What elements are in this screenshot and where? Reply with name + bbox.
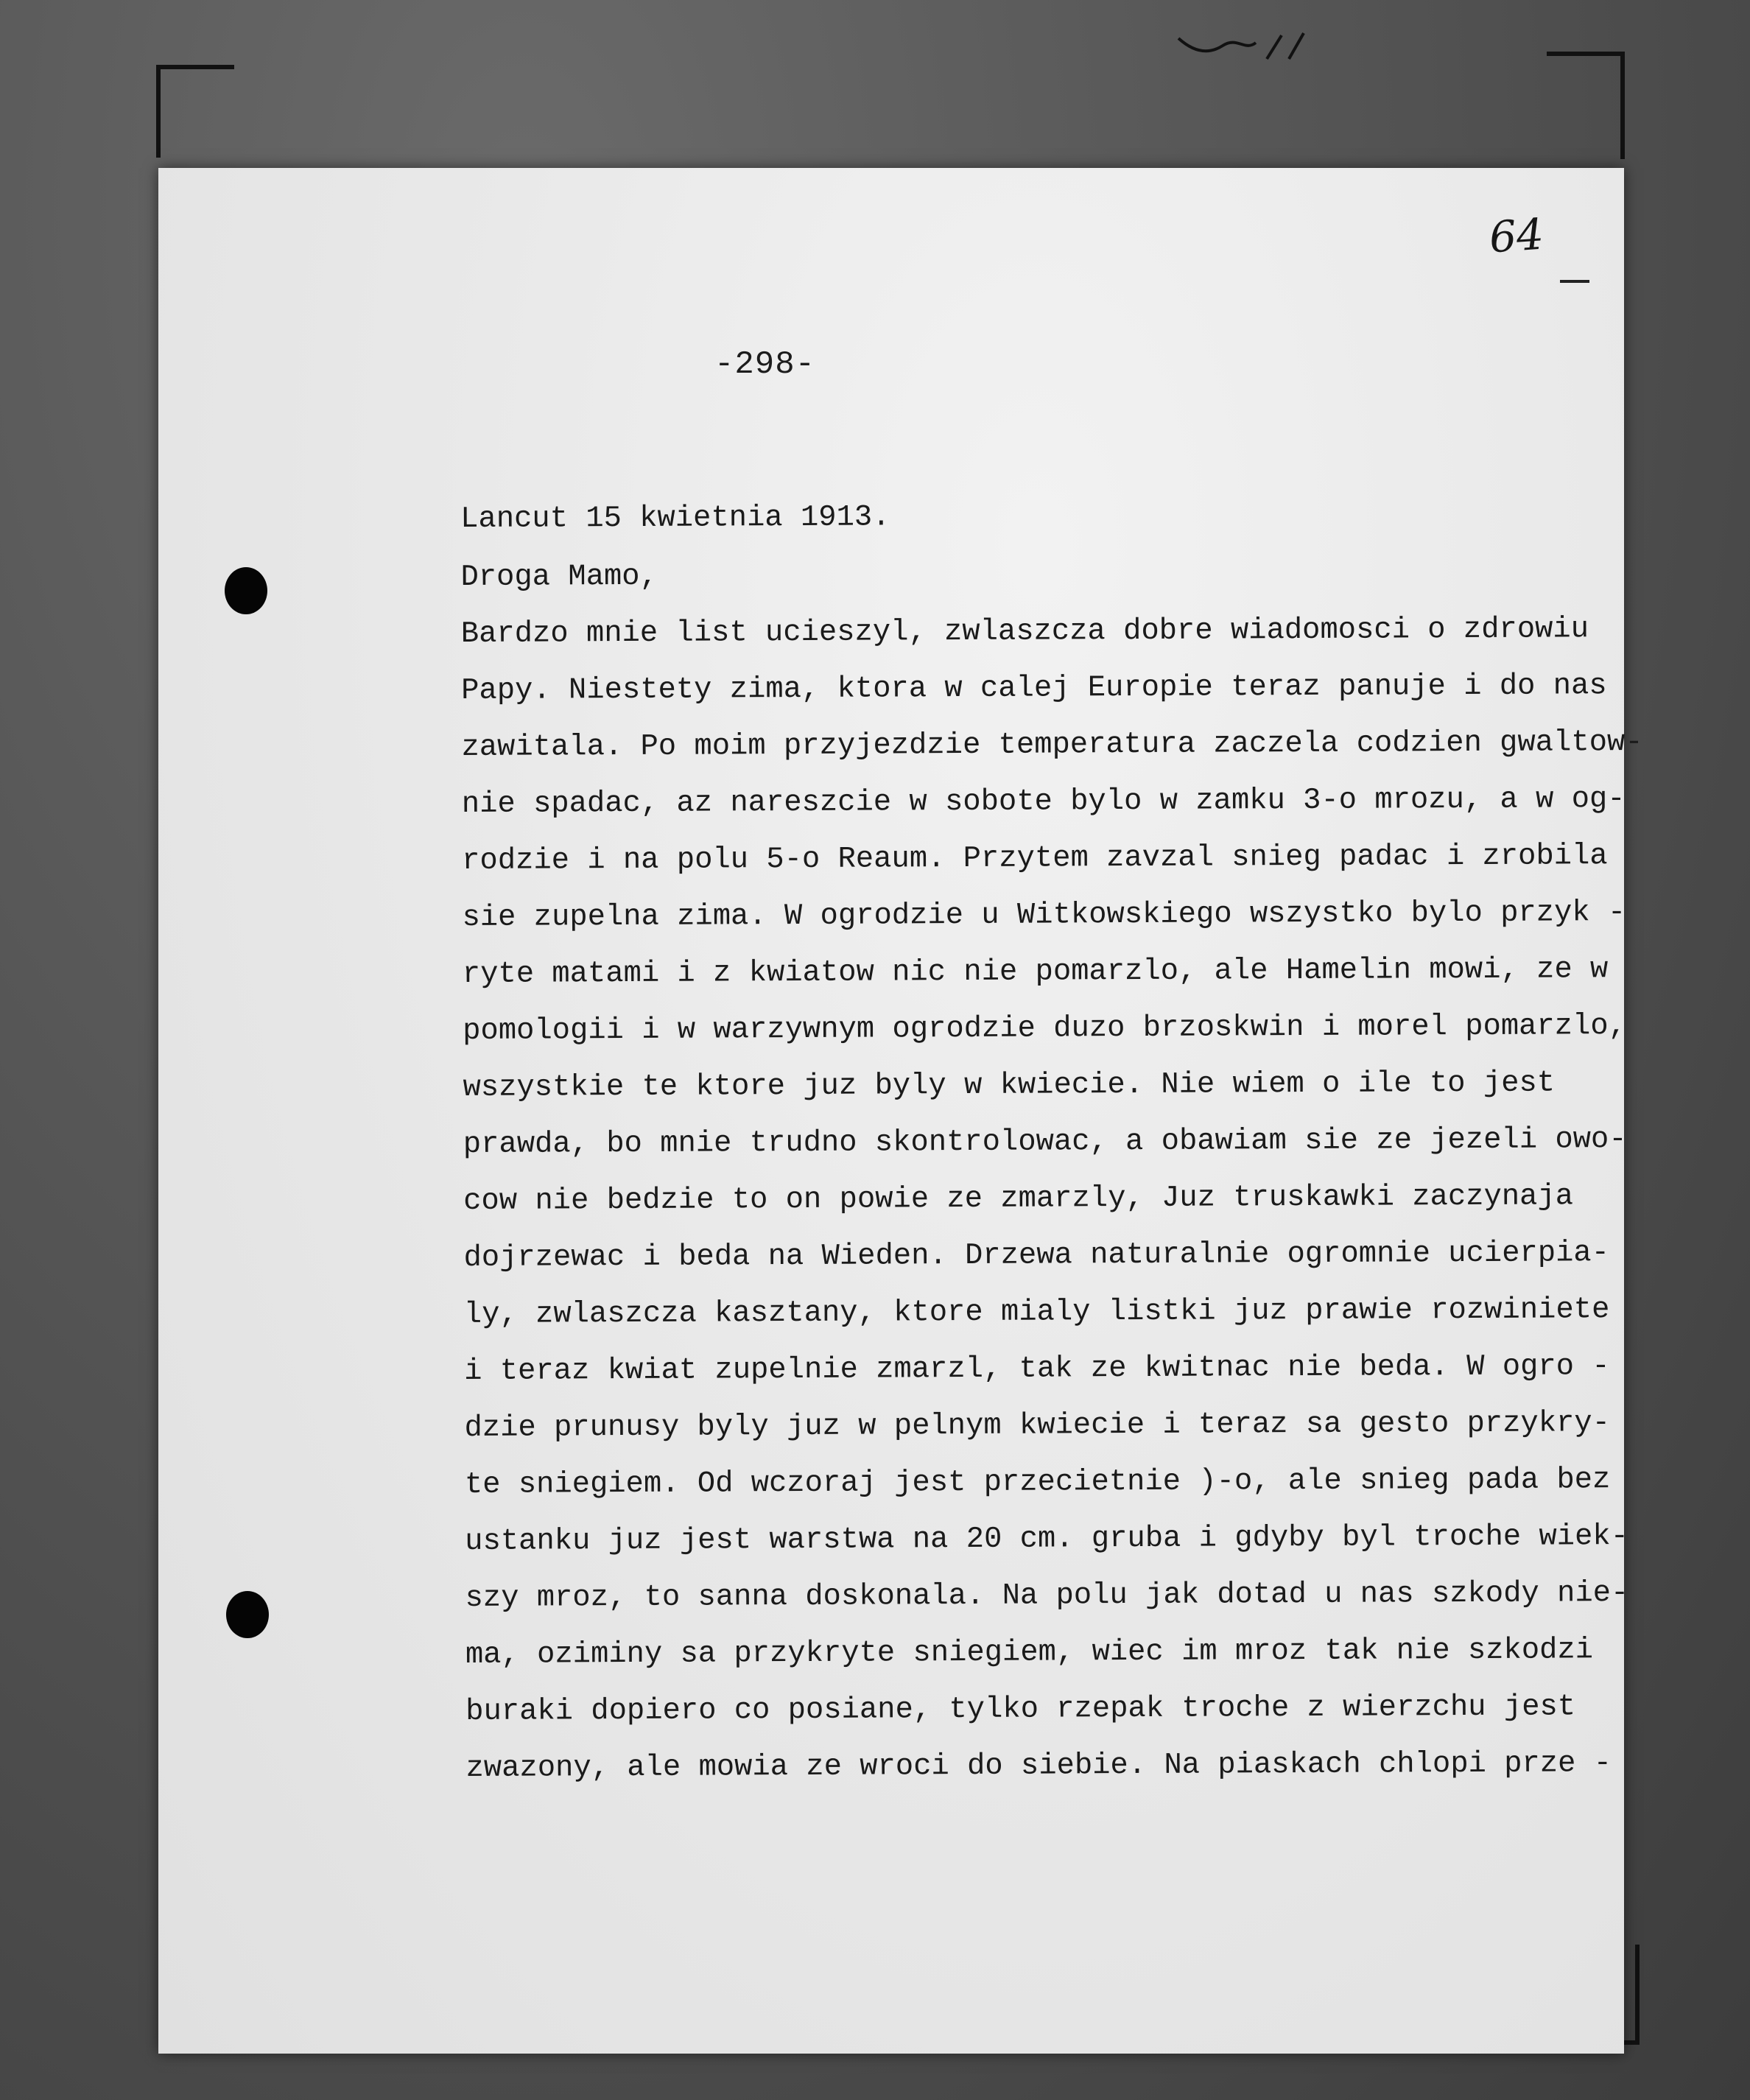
body-line: buraki dopiero co posiane, tylko rzepak troche z wierzchu jest <box>465 1690 1576 1729</box>
body-line: nie spadac, az nareszcie w sobote bylo w zamku 3-o mrozu, a w og- <box>461 782 1626 821</box>
body-line: zawitala. Po moim przyjezdzie temperatura zaczela codzien gwaltow- <box>461 725 1643 765</box>
crop-mark-top-left <box>156 65 234 158</box>
body-line: ly, zwlaszcza kasztany, ktore mialy listki juz prawie rozwiniete <box>463 1293 1610 1332</box>
body-line: ma, oziminy sa przykryte sniegiem, wiec im mroz tak nie szkodzi <box>465 1633 1594 1672</box>
body-line: Papy. Niestety zima, ktora w calej Europie teraz panuje i do nas <box>461 669 1607 708</box>
body-line: te sniegiem. Od wczoraj jest przecietnie )-o, ale snieg pada bez <box>464 1463 1611 1502</box>
page-number: -298- <box>714 346 816 383</box>
body-line: dzie prunusy byly juz w pelnym kwiecie i teraz sa gesto przykry- <box>464 1406 1611 1445</box>
body-line: szy mroz, to sanna doskonala. Na polu jak dotad u nas szkody nie- <box>465 1576 1629 1615</box>
body-line: sie zupelna zima. W ogrodzie u Witkowskiego wszystko bylo przyk - <box>462 896 1626 935</box>
body-line: i teraz kwiat zupelnie zmarzl, tak ze kwitnac nie beda. W ogro - <box>464 1349 1610 1388</box>
body-line: pomologii i w warzywnym ogrodzie duzo brzoskwin i morel pomarzlo, <box>463 1009 1627 1048</box>
body-line: prawda, bo mnie trudno skontrolowac, a obawiam sie ze jezeli owo- <box>463 1123 1627 1162</box>
scribble-mark <box>1171 29 1311 66</box>
margin-dash <box>1560 280 1589 283</box>
body-line: rodzie i na polu 5-o Reaum. Przytem zavzal snieg padac i zrobila <box>462 839 1608 878</box>
letter-text <box>460 485 1643 1797</box>
handwritten-archive-number: 64 <box>1487 208 1546 263</box>
body-line: wszystkie te ktore juz byly w kwiecie. Nie wiem o ile to jest <box>463 1066 1556 1105</box>
body-line: ustanku juz jest warstwa na 20 cm. gruba i gdyby byl troche wiek- <box>465 1520 1629 1559</box>
crop-mark-top-right <box>1547 52 1625 159</box>
dateline: Lancut 15 kwietnia 1913. <box>460 500 890 536</box>
punch-hole-upper <box>225 567 267 614</box>
body-line: Bardzo mnie list ucieszyl, zwlaszcza dobre wiadomosci o zdrowiu <box>460 612 1589 651</box>
body-line: zwazony, ale mowia ze wroci do siebie. Na piaskach chlopi prze - <box>465 1746 1612 1785</box>
body-line: ryte matami i z kwiatow nic nie pomarzlo, ale Hamelin mowi, ze w <box>462 952 1609 991</box>
body-line: cow nie bedzie to on powie ze zmarzly, Juz truskawki zaczynaja <box>463 1179 1574 1218</box>
salutation: Droga Mamo, <box>460 559 658 594</box>
body-line: dojrzewac i beda na Wieden. Drzewa naturalnie ogromnie ucierpia- <box>463 1236 1610 1275</box>
punch-hole-lower <box>226 1591 269 1638</box>
